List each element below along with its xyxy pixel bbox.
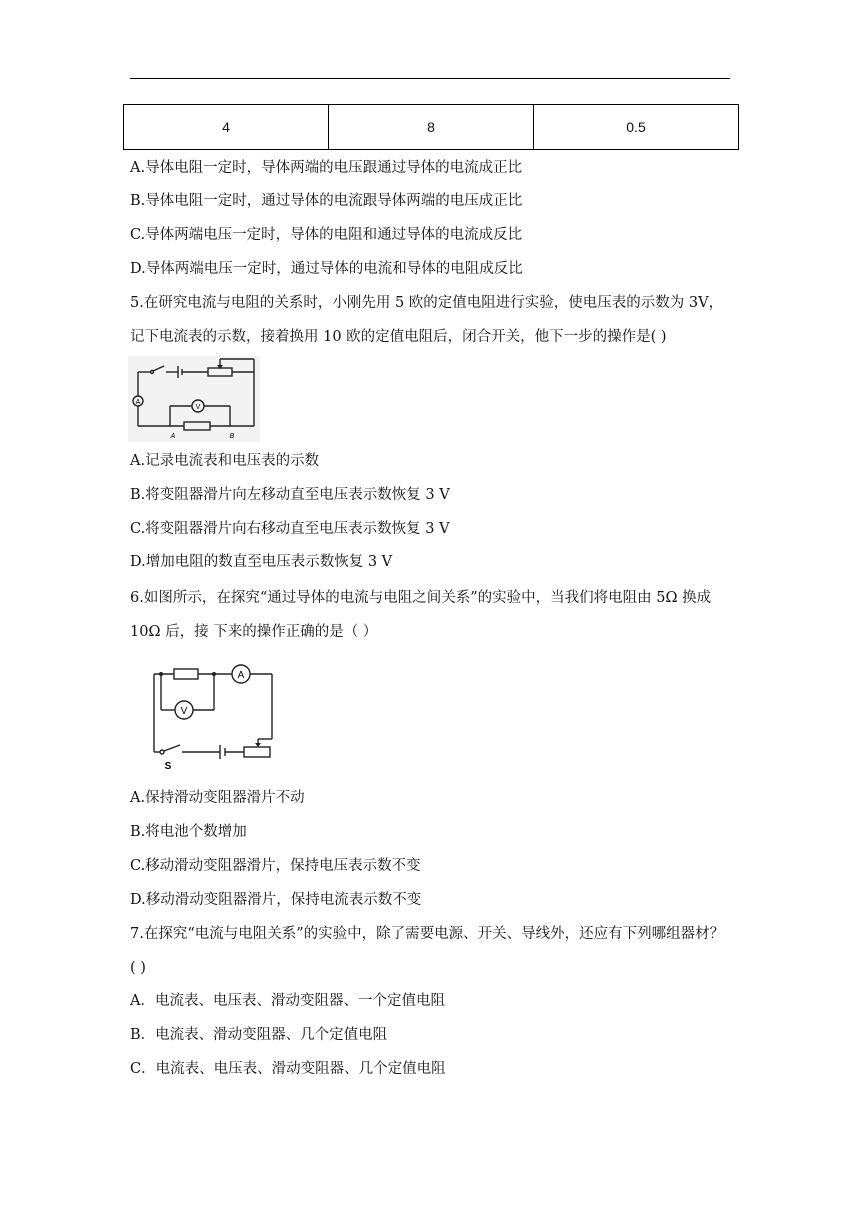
- table-cell: 0.5: [534, 105, 739, 150]
- q6-stem-line1: 6.如图所示，在探究“通过导体的电流与电阻之间关系”的实验中，当我们将电阻由 5Ω 换成: [130, 590, 712, 606]
- q6-voltmeter-label: V: [180, 706, 188, 717]
- data-table: [123, 104, 739, 150]
- q7-option-b: B．电流表、滑动变阻器、几个定值电阻: [130, 1027, 388, 1043]
- q7-stem-line2: ( ): [130, 960, 146, 976]
- q5-point-b-label: B: [229, 433, 235, 440]
- q5-option-c: C.将变阻器滑片向右移动直至电压表示数恢复 3 V: [130, 521, 450, 537]
- q6-switch-label: S: [164, 761, 172, 772]
- q5-ammeter-label: A: [135, 399, 141, 406]
- q7-option-c: C．电流表、电压表、滑动变阻器、几个定值电阻: [130, 1061, 446, 1077]
- q6-option-c: C.移动滑动变阻器滑片，保持电压表示数不变: [130, 858, 421, 874]
- q6-option-d: D.移动滑动变阻器滑片，保持电流表示数不变: [130, 892, 422, 908]
- q5-stem-line2: 记下电流表的示数，接着换用 10 欧的定值电阻后，闭合开关，他下一步的操作是( ): [130, 329, 667, 345]
- q5-stem-line1: 5.在研究电流与电阻的关系时，小刚先用 5 欧的定值电阻进行实验，使电压表的示数为 3V，: [130, 295, 724, 311]
- q4-option-b: B.导体电阻一定时，通过导体的电流跟导体两端的电压成正比: [130, 193, 523, 209]
- q6-ammeter-label: A: [237, 670, 245, 681]
- q5-option-d: D.增加电阻的数直至电压表示数恢复 3 V: [130, 554, 393, 570]
- q6-option-b: B.将电池个数增加: [130, 824, 247, 840]
- q5-option-a: A.记录电流表和电压表的示数: [130, 453, 320, 469]
- q5-option-b: B.将变阻器滑片向左移动直至电压表示数恢复 3 V: [130, 487, 450, 503]
- q5-voltmeter-label: V: [195, 404, 201, 411]
- q4-option-c: C.导体两端电压一定时，导体的电阻和通过导体的电流成反比: [130, 227, 523, 243]
- q5-circuit-diagram: [128, 356, 260, 442]
- q6-circuit-diagram: [134, 662, 280, 774]
- q4-option-d: D.导体两端电压一定时，通过导体的电流和导体的电阻成反比: [130, 261, 523, 277]
- q6-option-a: A.保持滑动变阻器滑片不动: [130, 790, 305, 806]
- header-rule: [130, 78, 730, 79]
- q6-stem-line2: 10Ω 后，接 下来的操作正确的是（ ）: [130, 624, 378, 640]
- q4-option-a: A.导体电阻一定时，导体两端的电压跟通过导体的电流成正比: [130, 160, 523, 176]
- q7-stem-line1: 7.在探究“电流与电阻关系”的实验中，除了需要电源、开关、导线外，还应有下列哪组器材？: [130, 926, 725, 942]
- table-cell: 8: [329, 105, 534, 150]
- table-cell: 4: [124, 105, 329, 150]
- table-row: [124, 105, 739, 150]
- q5-point-a-label: A: [170, 433, 176, 440]
- q7-option-a: A．电流表、电压表、滑动变阻器、一个定值电阻: [130, 993, 445, 1009]
